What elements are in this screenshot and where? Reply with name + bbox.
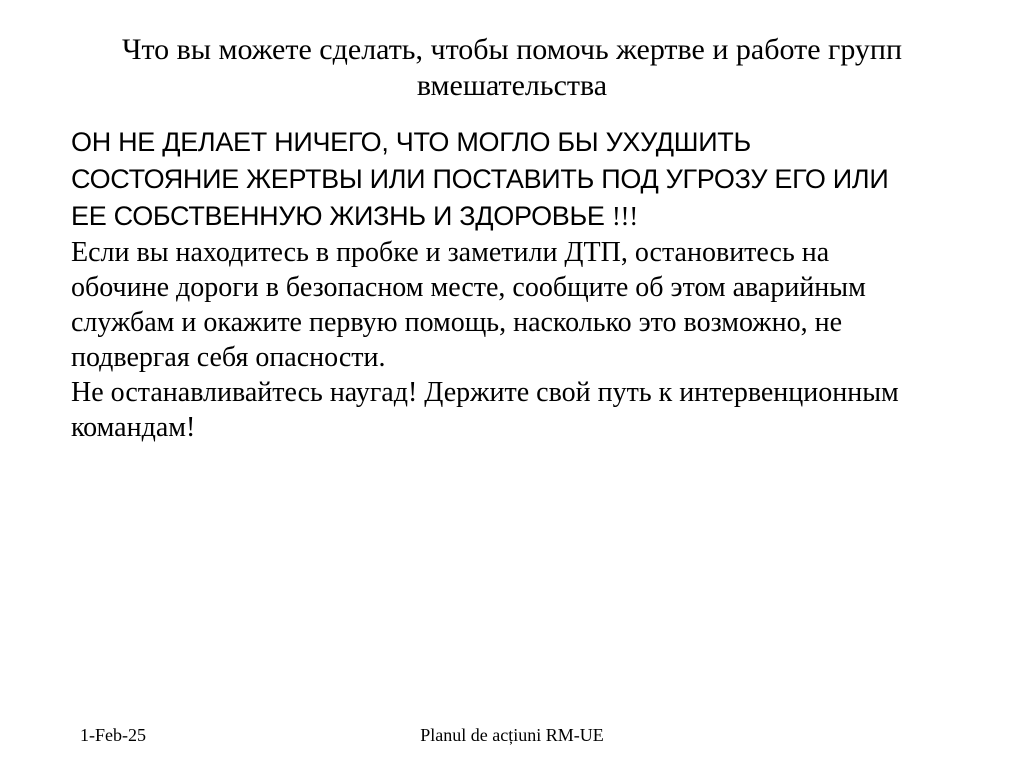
paragraph-keep-route: Не останавливайтесь наугад! Держите свой путь к интервенционным командам!: [71, 377, 899, 443]
paragraph-traffic: Если вы находитесь в пробке и заметили ДТП, остановитесь на обочине дороги в безопасном месте, сообщите об этом аварийным службам и окажите первую помощь, насколько это возможно, не подвергая себя опасности.: [71, 237, 866, 373]
warning-caps: ОН НЕ ДЕЛАЕТ НИЧЕГО, ЧТО МОГЛО БЫ УХУДШИТЬ СОСТОЯНИЕ ЖЕРТВЫ ИЛИ ПОСТАВИТЬ ПОД УГРОЗУ ЕГО ИЛИ ЕЕ СОБСТВЕННУЮ ЖИЗНЬ И ЗДОРОВЬЕ: [71, 127, 889, 231]
footer-date: 1-Feb-25: [80, 725, 146, 745]
footer-title: Planul de acțiuni RM-UE: [420, 725, 604, 745]
warning-exclamation: !!!: [611, 201, 638, 231]
slide-body: [71, 124, 1016, 445]
warning-text: [71, 124, 1016, 235]
slide-title: Что вы можете сделать, чтобы помочь жертве и работе групп вмешательства: [121, 33, 903, 102]
